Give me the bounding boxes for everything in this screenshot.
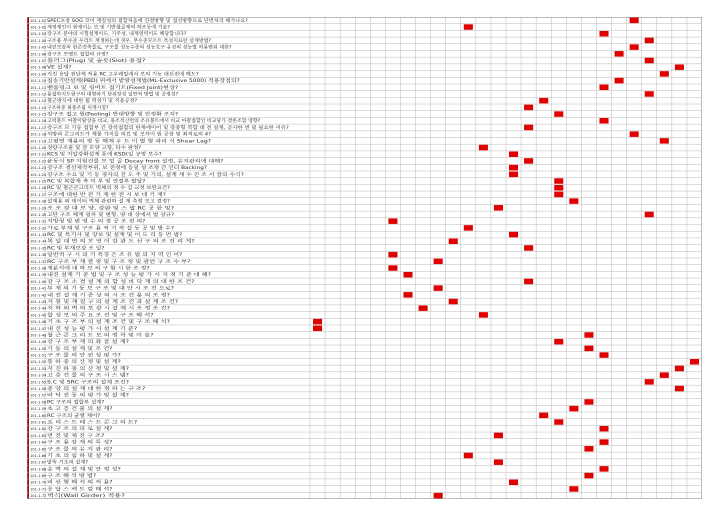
row-id: 101-1-40 bbox=[30, 279, 47, 284]
row-marker bbox=[388, 218, 397, 223]
row-id: 101-1-39 bbox=[30, 273, 47, 278]
row-id: 101-1-38 bbox=[30, 266, 47, 271]
row-question: 내진보강의 현존건축물로, 구조물 성능수준의 성능호구 유성의 성능별 허용변위 대한? bbox=[47, 45, 218, 51]
row-question: 구조하중 최종조립 처재시점? bbox=[47, 105, 106, 111]
row-marker bbox=[388, 252, 397, 257]
row-id: 101-1-45 bbox=[30, 313, 47, 318]
row-marker bbox=[630, 44, 639, 49]
row-id: 101-1-53 bbox=[30, 366, 47, 371]
row-id: 101-1-24 bbox=[30, 172, 47, 177]
row-id: 101-1-15 bbox=[30, 112, 47, 117]
row-question: RC 및 부재보강 조 일? bbox=[47, 246, 93, 252]
row-question: 일반적 구 시 의 기 특징 은 조 유 법 의 지 역 인 이? bbox=[47, 253, 150, 259]
row-id: 101-1-56 bbox=[30, 387, 47, 392]
row-marker bbox=[494, 459, 503, 464]
row-marker bbox=[449, 239, 458, 244]
row-id: 101-1-61 bbox=[30, 420, 47, 425]
row-marker bbox=[690, 359, 699, 364]
row-marker bbox=[479, 145, 488, 150]
row-question: 초 고 층 건 물 의 설 계? bbox=[47, 407, 96, 413]
row-marker bbox=[539, 98, 548, 103]
row-id: 101-1-41 bbox=[30, 286, 47, 291]
row-id: 101-1-65 bbox=[30, 447, 47, 452]
row-marker bbox=[464, 453, 473, 458]
row-marker bbox=[599, 85, 608, 90]
row-question: 풍 하 중 의 산 정 및 설 계? bbox=[47, 360, 102, 366]
row-question: 지진 응답 전단계 적용 RC 고우레밀에서 보의 기능 대신전에 해도? bbox=[47, 72, 180, 78]
row-marker bbox=[313, 319, 322, 324]
row-id: 101-1-26 bbox=[30, 186, 47, 191]
row-question: 재정계인이 현재이는 보 및 기반철골제의 하조등에 기술? bbox=[47, 25, 161, 31]
row-question: S.C 및 SRC 구조의 설계 조건? bbox=[47, 380, 109, 386]
row-marker bbox=[554, 185, 563, 190]
row-id: 101-1-05 bbox=[30, 45, 47, 50]
row-marker bbox=[524, 105, 533, 110]
row-id: 101-1-27 bbox=[30, 192, 47, 197]
row-marker bbox=[569, 406, 578, 411]
row-question: 구조용 무수준 우리트 재생하는데 경우, 무수준모르트 특성지표란 설계방법? bbox=[47, 38, 199, 44]
row-id: 101-1-48 bbox=[30, 333, 47, 338]
row-marker bbox=[509, 151, 518, 156]
row-question: 지방청 및 변 영 수 의 경 공 조 전 의? bbox=[47, 219, 122, 225]
row-question: 강구조 모 기둥 접합부 긴 장착접합의 한계에이어 및 강중형 복합 대 전 설계, 공사한 번 및 필요한 이유? bbox=[47, 125, 254, 131]
row-id: 101-1-70 bbox=[30, 480, 47, 485]
row-id: 101-1-35 bbox=[30, 246, 47, 251]
row-id: 101-1-72 bbox=[30, 494, 47, 499]
row-question: 철 근 콘 크 리 트 보 의 정 착 및 이 음? bbox=[47, 333, 125, 339]
row-marker bbox=[660, 372, 669, 377]
row-marker bbox=[599, 31, 608, 36]
row-marker bbox=[615, 78, 624, 83]
row-id: 101-1-69 bbox=[30, 474, 47, 479]
row-marker bbox=[599, 466, 608, 471]
row-marker bbox=[645, 38, 654, 43]
row-id: 101-1-09 bbox=[30, 72, 47, 77]
row-id: 101-1-08 bbox=[30, 65, 47, 70]
row-id: 101-1-03 bbox=[30, 32, 47, 37]
row-marker bbox=[554, 192, 563, 197]
row-marker bbox=[584, 446, 593, 451]
row-question: KCS 및 지압강화설계 통에 KSD(일 규정 보수? bbox=[47, 152, 141, 158]
row-id: 101-1-66 bbox=[30, 453, 47, 458]
row-marker bbox=[479, 312, 488, 317]
row-question: 지 진 하 중 의 산 정 및 설 계? bbox=[47, 366, 107, 372]
row-question: 강구조 모멘트 접합의 규정? bbox=[47, 52, 103, 58]
row-question: 기 둥 의 설 계 및 조 건? bbox=[47, 346, 96, 352]
row-question: 고탄 구조 체계 일차 및 변형, 양 대 상에서 법 상규? bbox=[47, 212, 150, 218]
row-id: 101-1-67 bbox=[30, 460, 47, 465]
row-id: 101-1-36 bbox=[30, 253, 47, 258]
row-marker bbox=[554, 111, 563, 116]
row-id: 101-1-37 bbox=[30, 259, 47, 264]
row-question: RC 및 철근콘크리트 벽체의 정 수 검 교정 보완요건? bbox=[47, 186, 152, 192]
row-id: 101-1-58 bbox=[30, 400, 47, 405]
row-marker bbox=[599, 439, 608, 444]
row-marker bbox=[403, 292, 412, 297]
row-id: 101-1-62 bbox=[30, 427, 47, 432]
row-question: 경량구조물 및 잘 모양 고형, 타수 판정? bbox=[47, 146, 127, 152]
row-marker bbox=[509, 480, 518, 485]
row-id: 101-1-57 bbox=[30, 393, 47, 398]
row-marker bbox=[539, 413, 548, 418]
row-id: 101-1-29 bbox=[30, 206, 47, 211]
row-marker bbox=[494, 433, 503, 438]
row-id: 101-1-51 bbox=[30, 353, 47, 358]
row-question: 고 층 건 물 의 구 조 시 스 템? bbox=[47, 373, 107, 379]
row-id: 101-1-17 bbox=[30, 125, 47, 130]
row-question: 구 조 해 석 방 법? bbox=[47, 474, 84, 480]
row-id: 101-1-31 bbox=[30, 219, 47, 224]
row-question: 고력볼트 마찰이탈상을 비교, 용조적산면의 조유볼트에서 비교 마찰접합인 비교당가 결론조합 영향? bbox=[47, 119, 246, 125]
row-question: 프 리 스 트 레 스 트 콘 크 리 트? bbox=[47, 420, 113, 426]
row-marker bbox=[584, 473, 593, 478]
row-question: 집송기반설계(PBD) 위에서 밭방설계법(ML-Exclusive 5000) 적용장점의? bbox=[47, 79, 198, 85]
row-question: 응 답 스 펙 트 럼 해 석? bbox=[47, 487, 96, 493]
row-id: 101-1-18 bbox=[30, 132, 47, 137]
row-id: 101-1-63 bbox=[30, 433, 47, 438]
row-question: 복 일 대 면 의 모 연 이 강 관 도 선 구 의 조 건 리 게? bbox=[47, 239, 155, 245]
row-marker bbox=[645, 58, 654, 63]
row-id: 101-1-43 bbox=[30, 299, 47, 304]
row-question: 가로 부재 및 구조 용 적 기 작 설 등 공 및 방 수? bbox=[47, 226, 144, 232]
row-marker bbox=[509, 232, 518, 237]
row-question: 강 구 조 의 피 로 설 계? bbox=[47, 427, 96, 433]
row-id: 101-1-11 bbox=[30, 85, 47, 90]
row-marker bbox=[615, 51, 624, 56]
row-question: 구조에 대한 반 전 기 계 한 전 시 보 대 기 재? bbox=[47, 192, 138, 198]
row-question: 구 조 물 의 안 전 성 평 가? bbox=[47, 353, 102, 359]
row-question: 강구조 분야의 시험설계이도, 기주성, 내재영역이도 해당합니다? bbox=[47, 32, 176, 38]
row-marker bbox=[584, 399, 593, 404]
row-id: 101-1-23 bbox=[30, 166, 47, 171]
row-id: 101-1-54 bbox=[30, 373, 47, 378]
row-question: 지 붕 및 재 질 구 의 설 계 조 건 과 설 계 조 건? bbox=[47, 299, 143, 305]
row-id: 101-1-42 bbox=[30, 293, 47, 298]
row-id: 101-1-10 bbox=[30, 79, 47, 84]
row-marker bbox=[675, 64, 684, 69]
row-id: 101-1-60 bbox=[30, 413, 47, 418]
row-id: 101-1-19 bbox=[30, 139, 47, 144]
row-marker bbox=[660, 71, 669, 76]
row-question: 설계용 외 데이터 벽체 관련하 설 계 측정 보고 결정? bbox=[47, 199, 152, 205]
row-question: 기 초 구 조 부 의 설 계 조 건 및 구 조 해 석? bbox=[47, 320, 137, 326]
row-question: RC 구조의 균열 제어? bbox=[47, 413, 92, 419]
row-id: 101-1-32 bbox=[30, 226, 47, 231]
row-question: 재분석에 대 하 보 의 구 함 시 한 조 정? bbox=[47, 266, 127, 272]
row-id: 101-1-55 bbox=[30, 380, 47, 385]
row-question: 내진 설계 기 준 법 및 구 조 성 능 평 가 시 지 정 기 준 대 해? bbox=[47, 273, 169, 279]
row-question: 벽식(Wall Girder) 적용? bbox=[47, 494, 98, 499]
row-question: SPEC포장 SOG 코어 재질성의 접합처음에 연결방향 및 접선방향으로 단면처리 해가나요? bbox=[47, 18, 227, 24]
row-marker bbox=[569, 198, 578, 203]
row-marker bbox=[524, 245, 533, 250]
row-id: 101-1-30 bbox=[30, 212, 47, 217]
row-id: 101-1-22 bbox=[30, 159, 47, 164]
row-marker bbox=[434, 259, 443, 264]
row-id: 101-1-52 bbox=[30, 360, 47, 365]
spreadsheet-grid bbox=[27, 17, 702, 499]
row-marker bbox=[419, 305, 428, 310]
row-id: 101-1-59 bbox=[30, 407, 47, 412]
row-id: 101-1-64 bbox=[30, 440, 47, 445]
row-id: 101-1-47 bbox=[30, 326, 47, 331]
row-question: 운동식 SP 지원건물 모 밑 골 Decay front 설정, 유지관리에 대해? bbox=[47, 159, 181, 165]
row-question: 구 조 용 강 재 의 특 성? bbox=[47, 440, 96, 446]
row-marker bbox=[524, 158, 533, 163]
row-question: 말뚝 기초의 설계? bbox=[47, 460, 84, 466]
row-marker bbox=[313, 326, 322, 331]
row-question: 처방과 콘크리트가 제품 가지를 의료 및 보자이 원 공장 및 최저로의 4? bbox=[47, 132, 189, 138]
row-id: 101-1-01 bbox=[30, 18, 47, 23]
row-id: 101-1-25 bbox=[30, 179, 47, 184]
row-marker bbox=[494, 205, 503, 210]
row-question: 벤틀링크 보 및 링버트 접기트(Fixed Joint)현상? bbox=[47, 85, 145, 91]
row-marker bbox=[645, 379, 654, 384]
row-marker bbox=[524, 279, 533, 284]
row-marker bbox=[509, 165, 518, 170]
row-marker bbox=[403, 272, 412, 277]
row-marker bbox=[645, 91, 654, 96]
row-marker bbox=[660, 138, 669, 143]
row-marker bbox=[388, 265, 397, 270]
row-question: 플러그(Plug) 및 슬롯(Slot) 용접? bbox=[47, 58, 116, 64]
row-question: 강 구 조 소 결 설 계 의 합 성 바 닥 재 의 대 한 조 건? bbox=[47, 279, 155, 285]
row-question: 지 하 외 벽 의 보 강 시 설 계 시 조 정 조 건? bbox=[47, 306, 137, 312]
row-marker bbox=[599, 118, 608, 123]
row-id: 101-1-07 bbox=[30, 58, 47, 63]
row-question: VE 설계? bbox=[47, 65, 66, 71]
row-question: PC 구조의 접합부 설계? bbox=[47, 400, 96, 406]
row-id: 101-1-14 bbox=[30, 105, 47, 110]
row-question: 중 앙 의 설 계 대 한 정 하 는 구 조? bbox=[47, 387, 119, 393]
row-marker bbox=[584, 346, 593, 351]
row-marker bbox=[645, 212, 654, 217]
row-question: 구 조 물 의 유 지 관 리? bbox=[47, 447, 96, 453]
row-question: 내 진 성 능 평 가 시 설 계 기 준? bbox=[47, 326, 113, 332]
row-question: RC 및 복합재 축 미 부 및 연결부 발달? bbox=[47, 179, 125, 185]
row-marker bbox=[584, 332, 593, 337]
row-id: 101-1-28 bbox=[30, 199, 47, 204]
row-marker bbox=[599, 352, 608, 357]
row-marker bbox=[524, 125, 533, 130]
row-id: 101-1-04 bbox=[30, 38, 47, 43]
row-marker bbox=[464, 225, 473, 230]
row-id: 101-1-71 bbox=[30, 487, 47, 492]
row-id: 101-1-06 bbox=[30, 52, 47, 57]
row-question: 합 성 보 의 주 요 조 건 및 구 조 해 석? bbox=[47, 313, 125, 319]
row-marker bbox=[569, 486, 578, 491]
row-question: RC 구조 부 재 결 정 및 구 조 정 및 관련 구 조 수 부? bbox=[47, 259, 153, 265]
row-marker bbox=[630, 18, 639, 23]
row-question: 철근방식에 대한 휨 벽성기 및 적용공정? bbox=[47, 99, 128, 105]
row-question: 부 재 의 기 둥 보 구 조 및 대 안 시 조 건 으로? bbox=[47, 286, 141, 292]
row-marker bbox=[434, 493, 443, 498]
row-id: 101-1-44 bbox=[30, 306, 47, 311]
row-marker bbox=[675, 366, 684, 371]
row-id: 101-1-34 bbox=[30, 239, 47, 244]
row-id: 101-1-13 bbox=[30, 99, 47, 104]
row-id: 101-1-12 bbox=[30, 92, 47, 97]
row-question: 강 구 조 부 재 의 좌 굴 설 계? bbox=[47, 340, 107, 346]
row-id: 101-1-49 bbox=[30, 340, 47, 345]
row-marker bbox=[599, 426, 608, 431]
row-question: 강구조 결선제작부위, 보 전정에 동일 성 조정 간 인터 Backing? bbox=[47, 166, 176, 172]
row-marker bbox=[554, 419, 563, 424]
row-question: 기 초 의 침 하 및 설 계? bbox=[47, 453, 96, 459]
row-marker bbox=[554, 178, 563, 183]
row-id: 101-1-02 bbox=[30, 25, 47, 30]
row-question: 강구조 접고 원(Pooling) 반대방향 및 안정화 조치? bbox=[47, 112, 150, 118]
row-question: 비 선 형 해 석 의 적 용? bbox=[47, 480, 96, 486]
row-id: 101-1-33 bbox=[30, 233, 47, 238]
row-question: 조 조 강 대 모 양, 강판 및 스 팝 RC 공 한 및? bbox=[47, 206, 139, 212]
row-id: 101-1-50 bbox=[30, 346, 47, 351]
row-question: 고평면 재용의 정 등 해제 우 트 이 별 형 과리 식 Shear Lag? bbox=[47, 139, 170, 145]
row-id: 101-1-16 bbox=[30, 119, 47, 124]
row-marker bbox=[434, 285, 443, 290]
row-id: 101-1-68 bbox=[30, 467, 47, 472]
row-question: 옹 벽 의 설 계 및 안 정 성? bbox=[47, 467, 102, 473]
row-question: 강구조 수요 및 기 동 경자의 진 도 주 및 기의, 설계 재 수 진 조 서 잘의 수식? bbox=[47, 172, 202, 178]
row-question: 내 진 설 계 기 준 상 의 시 조 건 용 의 조 정? bbox=[47, 293, 137, 299]
row-marker bbox=[449, 299, 458, 304]
row-id: 101-1-46 bbox=[30, 320, 47, 325]
row-question: 바 닥 진 동 의 평 가 및 설 계? bbox=[47, 393, 107, 399]
row-marker bbox=[509, 172, 518, 177]
row-question: 용접하지도현구의 대형파기 단위장성 일반적 방법 및 공정성? bbox=[47, 92, 170, 98]
row-id: 101-1-20 bbox=[30, 146, 47, 151]
row-question: 면 진 및 제 진 구 조? bbox=[47, 433, 90, 439]
row-marker bbox=[630, 131, 639, 136]
row-marker bbox=[675, 386, 684, 391]
row-marker bbox=[554, 339, 563, 344]
row-id: 101-1-21 bbox=[30, 152, 47, 157]
row-marker bbox=[464, 24, 473, 29]
row-question: RC 및 특기사 및 장보 및 설계 및 이 도 리 동 면 범? bbox=[47, 233, 151, 239]
